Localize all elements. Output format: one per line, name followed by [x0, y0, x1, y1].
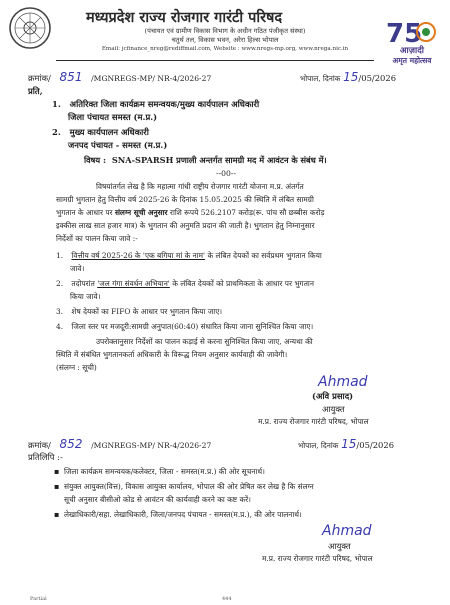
org-contact: Email: jcfinance_nreg@rediffmail.com, Website : www.nregs-mp.org, www.nrega.nic.in	[101, 46, 349, 52]
subject-line	[84, 155, 327, 166]
mp-emblem-icon	[8, 6, 52, 50]
enclosed-list-emphasis: संलग्न सूची अनुसार	[114, 208, 168, 217]
letter2-date: भोपाल, दिनांक 15/05/2026	[298, 437, 395, 451]
date-label: भोपाल, दिनांक	[300, 74, 341, 83]
point-1: 1. वित्तीय वर्ष 2025-26 के 'एक बगिया मां के नाम' के लंबित देयकों का सर्वप्रथम भुगतान किया	[56, 251, 322, 260]
body-line-2: सामग्री भुगतान हेतु वित्तीय वर्ष 2025-26 के दिनांक 15.05.2025 की स्थिति में लंबित सामग्री	[56, 195, 314, 204]
date-day-2: 15	[341, 437, 357, 451]
copy-item-3: ▪ लेखाधिकारी/सहा. लेखाधिकारी, जिला/जनपद पंचायत - समस्त(म.प्र.), की ओर पालनार्थ।	[64, 510, 302, 520]
closing-line-2: स्थिति में संबंधित भुगतानकर्ता अधिकारी के विरूद्ध नियम अनुसार कार्यवाही की जावेगी।	[56, 350, 288, 359]
org-subtitle-line1: (पंचायत एवं ग्रामीण विकास विभाग के अधीन गठित पंजीकृत संस्था)	[144, 27, 306, 35]
closing-line-1: उपरोक्तानुसार निर्देशों का पालन कड़ाई से करना सुनिश्चित किया जाए, अन्यथा की	[96, 337, 313, 346]
copy-item-1: ▪ जिला कार्यक्रम समन्वयक/कलेक्टर, जिला - समस्त(म.प्र.) की ओर सूचनार्थ।	[64, 467, 265, 477]
enclosure-note: (संलग्न : सूची)	[56, 363, 97, 372]
azadi-word: आज़ादी	[400, 46, 424, 56]
letter1-date	[300, 70, 396, 84]
recipient-2: 2. मुख्य कार्यपालन अधिकारी	[52, 127, 149, 137]
org-subtitle	[60, 27, 390, 54]
signer-org-1: म.प्र. राज्य रोजगार गारंटी परिषद, भोपाल	[258, 417, 369, 426]
copy-item-2-cont: सूची अनुसार बीसीओ कोड से आवंटन की कार्यवाही करने का कष्ट करें।	[64, 495, 251, 504]
kramank-number-2: 852	[59, 437, 83, 451]
date-day: 15	[343, 70, 359, 84]
point-3: 3. शेष देयकों का FIFO के आधार पर भुगतान किया जाए।	[56, 307, 223, 316]
footer-left: Partial	[30, 596, 47, 602]
body-line-3: भुगतान के आधार पर संलग्न सूची अनुसार राशि रूपये 526.2107 करोड़(रू. पांच सौ छब्बीस करोड़	[56, 208, 325, 217]
subject-label: विषय :	[84, 155, 107, 165]
letter2-kramank: क्रमांक/ 852 /MGNREGS-MP/ NR-4/2026-27	[28, 437, 212, 451]
recipient-2-line2: जनपद पंचायत - समस्त (म.प्र.)	[68, 140, 168, 150]
copy-item-2: ▪ संयुक्त आयुक्त(वित्त), विकास आयुक्त कार्यालय, भोपाल की ओर प्रेषित कर लेख है कि संलग्न	[64, 482, 314, 492]
kramank-number: 851	[59, 70, 83, 84]
body-line-4: इक्कीस लाख सात हजार मात्र) के भुगतान की अनुमति प्रदान की जाती है। भुगतान हेतु निम्नानुसार	[56, 221, 315, 230]
amrit-mahotsav-word: अमृत महोत्सव	[392, 56, 432, 65]
date-rest: /05/2026	[358, 73, 397, 83]
azadi-logo-text	[380, 47, 444, 65]
org-address: चतुर्थ तल, विकास भवन, अरेरा हिल्स भोपाल	[171, 36, 279, 44]
footer-center: 444	[222, 596, 232, 602]
signature-1: Ahmad	[318, 374, 368, 390]
signature-2: Ahmad	[322, 523, 372, 539]
subject-text: SNA-SPARSH प्रणाली अन्तर्गत सामग्री मद में आवंटन के संबंध में।	[111, 155, 327, 165]
body-line-1: विषयांतर्गत लेख है कि महात्मा गांधी राष्ट्रीय रोजगार गारंटी योजना म.प्र. अंतर्गत	[96, 182, 304, 191]
prati-label: प्रति,	[28, 86, 43, 96]
signer-title-1: आयुक्त	[322, 404, 345, 414]
kramank-reference: /MGNREGS-MP/ NR-4/2026-27	[91, 74, 212, 83]
point-2-emphasis: 'जल गंगा संवर्धन अभियान'	[97, 279, 170, 288]
recipient-1: 1. अतिरिक्त जिला कार्यक्रम समन्वयक/मुख्य कार्यपालन अधिकारी	[52, 99, 260, 109]
body-line-5: निर्देशों का पालन किया जावे :-	[56, 234, 138, 243]
signer-org-2: म.प्र. राज्य रोजगार गारंटी परिषद, भोपाल	[262, 554, 373, 563]
logo-number: 75	[386, 19, 423, 49]
signer-name: (अवि प्रसाद)	[312, 391, 354, 401]
recipient-1-line2: जिला पंचायत समस्त (म.प्र.)	[68, 112, 158, 122]
separator: --00--	[216, 169, 236, 178]
letter1-kramank	[28, 70, 211, 84]
signer-title-2: आयुक्त	[328, 541, 351, 551]
pratilipi-label: प्रतिलिपि :-	[28, 452, 63, 462]
point-1-emphasis: वित्तीय वर्ष 2025-26 के 'एक बगिया मां के नाम'	[71, 251, 206, 260]
header-divider	[56, 60, 374, 61]
point-2: 2. तदोपरांत 'जल गंगा संवर्धन अभियान' के लंबित देयकों को प्राथमिकता के आधार पर भुगतान	[56, 279, 314, 288]
point-1-cont: जावे।	[70, 264, 85, 273]
kramank-label: क्रमांक/	[28, 73, 51, 83]
point-4: 4. जिला स्तर पर मजदूरी:सामग्री अनुपात(60:40) संधारित किया जाना सुनिश्चित किया जाए।	[56, 322, 314, 331]
point-2-cont: किया जावे।	[70, 292, 101, 301]
org-title: मध्यप्रदेश राज्य रोजगार गारंटी परिषद	[86, 9, 283, 26]
